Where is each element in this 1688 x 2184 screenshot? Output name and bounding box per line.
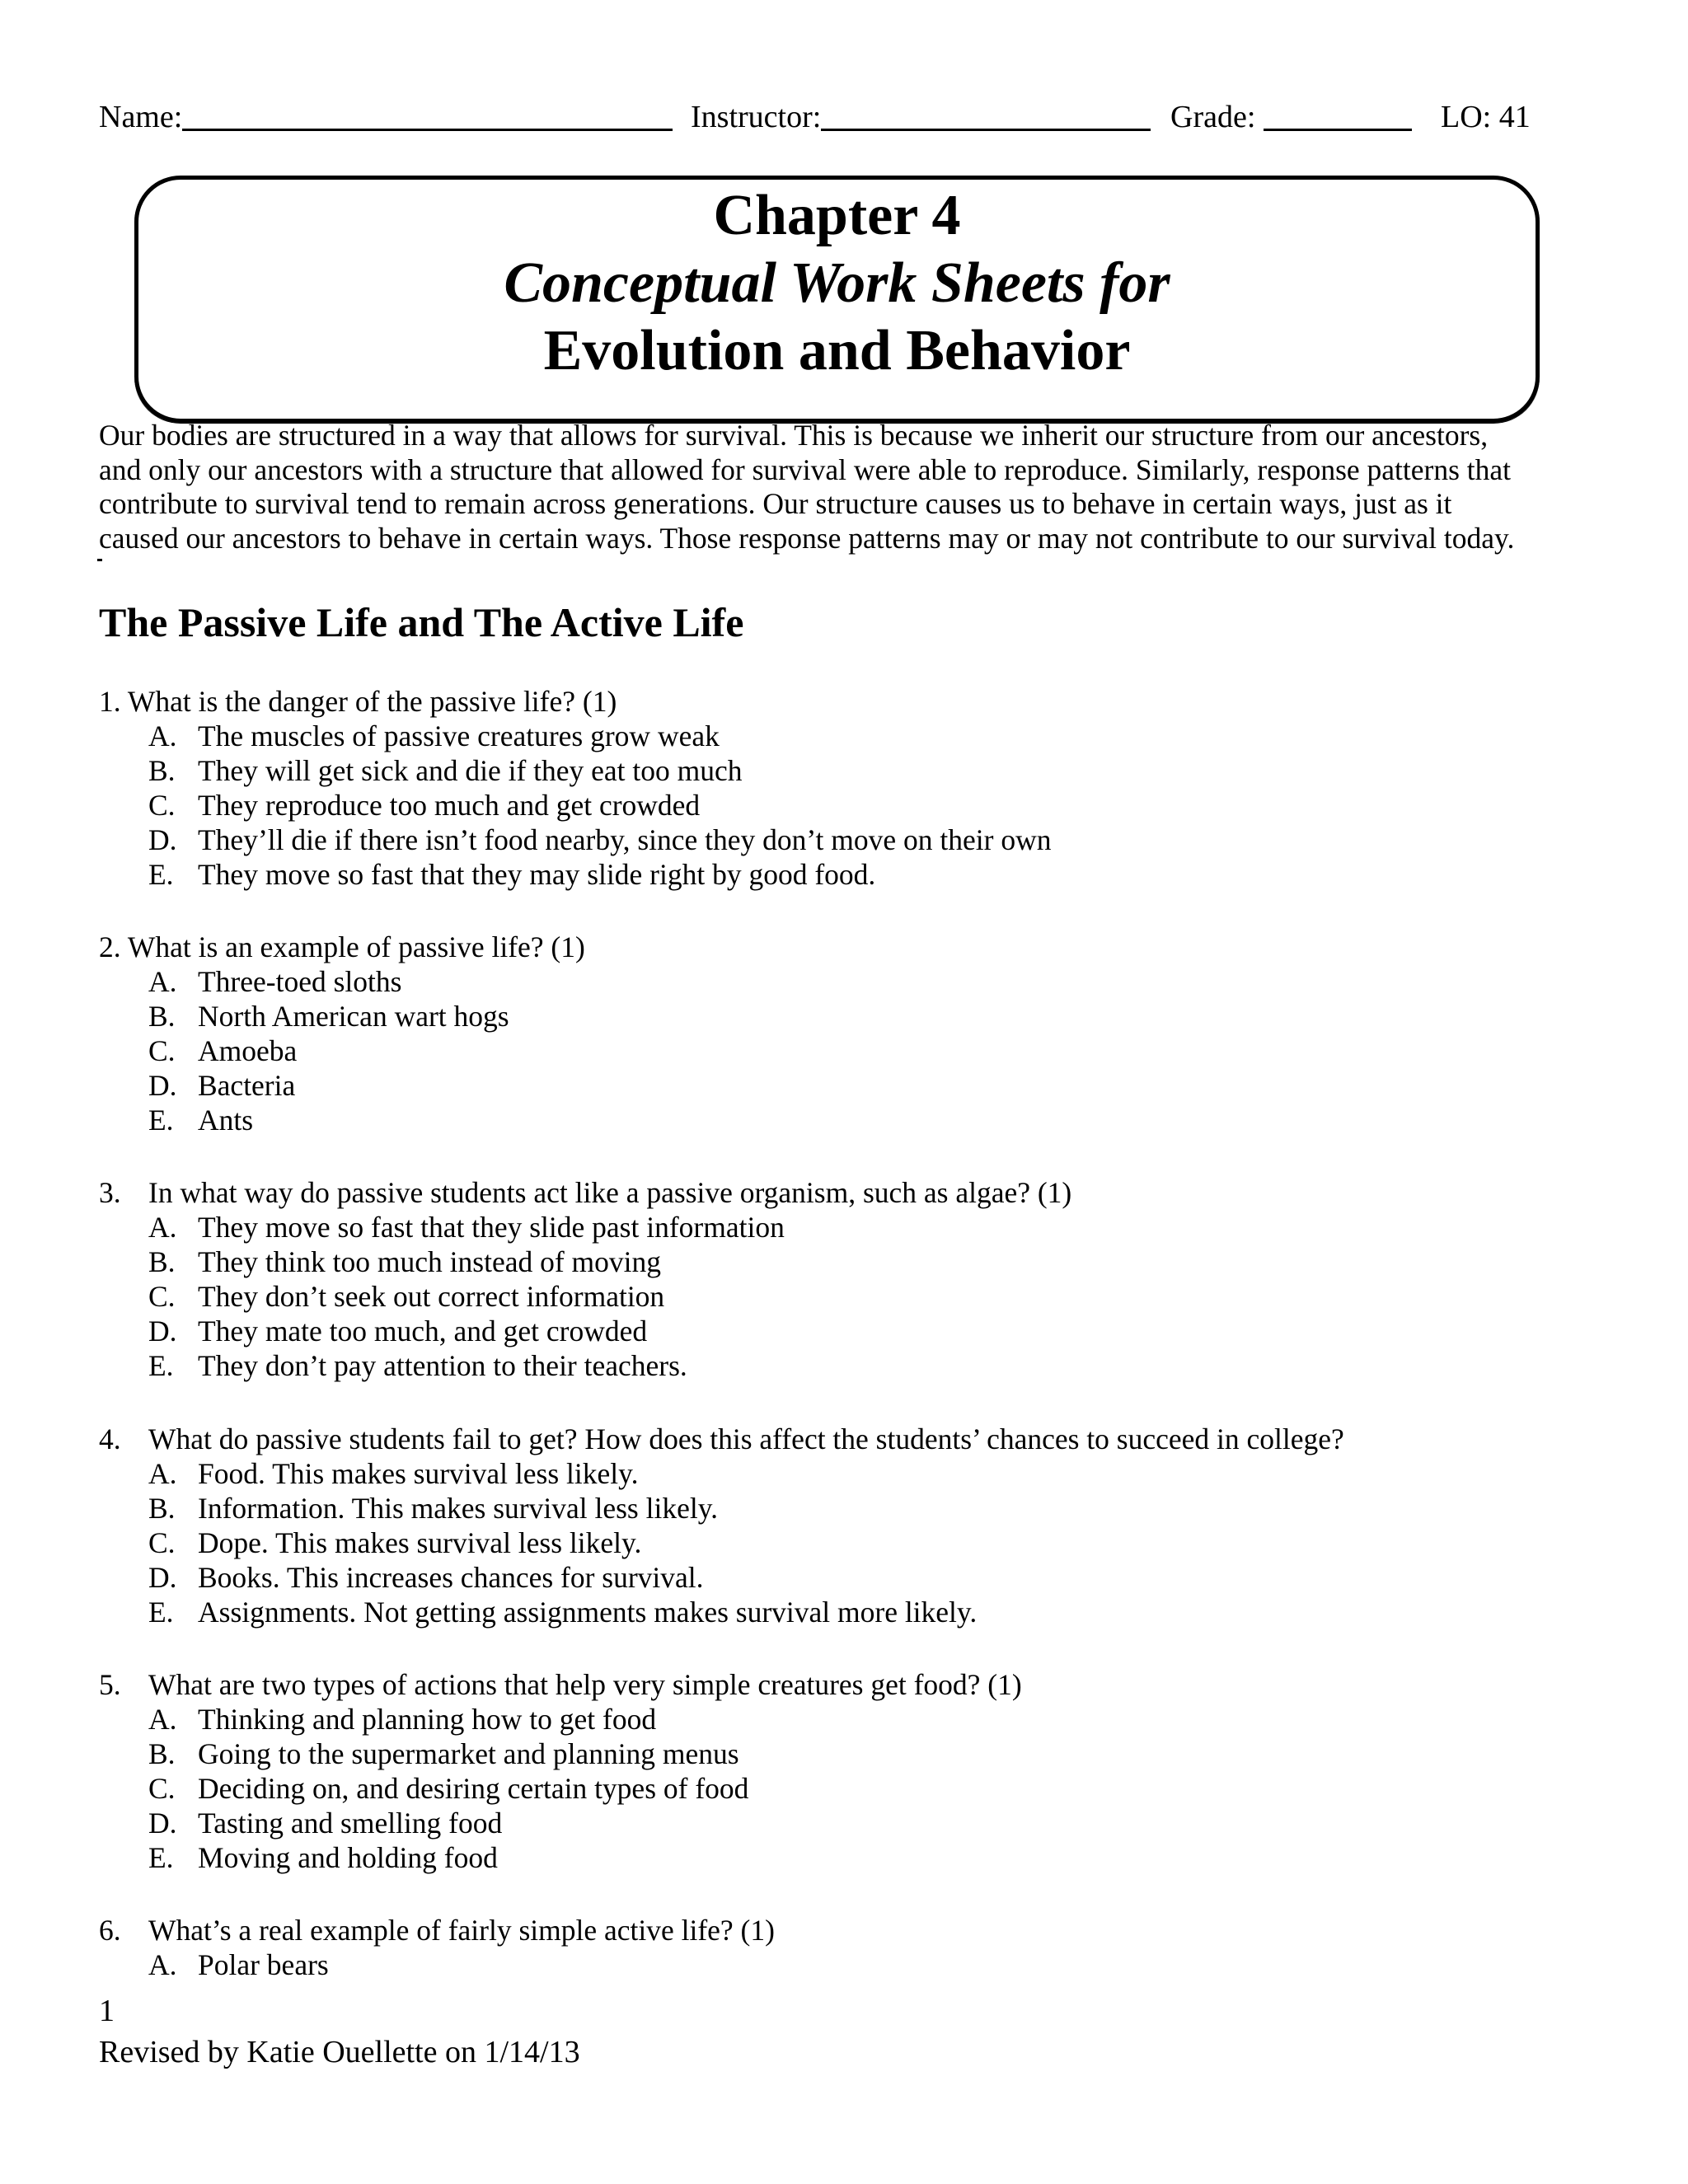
- question-number: 2.: [99, 930, 121, 963]
- option-letter: C.: [148, 1034, 176, 1067]
- option-letter: B.: [148, 1737, 176, 1770]
- option-text: Amoeba: [198, 1034, 298, 1067]
- question-text: [99, 1175, 1582, 1210]
- question-prompt: What’s a real example of fairly simple active life? (1): [148, 1914, 775, 1947]
- option-e[interactable]: [99, 1348, 1582, 1383]
- intro-paragraph: [99, 419, 1582, 555]
- question-prompt: What do passive students fail to get? How does this affect the students’ chances to succeed in college?: [148, 1422, 1344, 1455]
- intro-line: Our bodies are structured in a way that allows for survival. This is because we inherit our structure from our ancestors,: [99, 419, 1489, 452]
- option-letter: D.: [148, 1561, 177, 1594]
- question-6: [99, 1913, 1582, 1982]
- option-letter: C.: [148, 789, 176, 822]
- option-letter: A.: [148, 1948, 177, 1981]
- option-text: Books. This increases chances for survival.: [198, 1561, 704, 1594]
- instructor-field: [691, 92, 1151, 142]
- question-text: [99, 684, 1582, 719]
- option-text: Food. This makes survival less likely.: [198, 1457, 639, 1490]
- option-c[interactable]: [99, 1279, 1582, 1314]
- title-box: [134, 176, 1540, 423]
- grade-field: [1170, 92, 1412, 142]
- question-number: 5.: [99, 1668, 121, 1701]
- option-letter: A.: [148, 1211, 177, 1244]
- option-text: They’ll die if there isn’t food nearby, since they don’t move on their own: [198, 823, 1052, 856]
- option-letter: E.: [148, 1841, 174, 1874]
- option-text: Bacteria: [198, 1069, 296, 1102]
- option-text: Thinking and planning how to get food: [198, 1703, 657, 1736]
- option-letter: A.: [148, 1703, 177, 1736]
- option-a[interactable]: [99, 964, 1582, 999]
- option-text: The muscles of passive creatures grow weak: [198, 719, 720, 752]
- option-letter: B.: [148, 754, 176, 787]
- chapter-title: Chapter 4: [713, 184, 961, 247]
- section-heading: The Passive Life and The Active Life: [99, 599, 744, 645]
- option-text: Going to the supermarket and planning menus: [198, 1737, 739, 1770]
- option-letter: C.: [148, 1772, 176, 1805]
- option-letter: A.: [148, 1457, 177, 1490]
- option-letter: E.: [148, 1104, 174, 1137]
- option-letter: B.: [148, 1492, 176, 1525]
- option-letter: C.: [148, 1526, 176, 1559]
- option-letter: E.: [148, 858, 174, 891]
- question-5: [99, 1667, 1582, 1875]
- question-number: 6.: [99, 1914, 121, 1947]
- option-b[interactable]: [99, 1491, 1582, 1526]
- stray-mark: [97, 559, 102, 561]
- option-text: They don’t seek out correct information: [198, 1280, 665, 1313]
- question-prompt: What is the danger of the passive life? (1): [127, 685, 617, 718]
- option-text: They think too much instead of moving: [198, 1245, 662, 1278]
- option-text: North American wart hogs: [198, 1000, 509, 1033]
- option-a[interactable]: [99, 1947, 1582, 1982]
- question-1: [99, 684, 1582, 892]
- worksheet-subtitle: Conceptual Work Sheets for: [504, 251, 1170, 315]
- option-b[interactable]: [99, 753, 1582, 788]
- topic-title: Evolution and Behavior: [543, 319, 1131, 382]
- option-letter: E.: [148, 1349, 174, 1382]
- lo-label: LO: 41: [1441, 100, 1531, 134]
- option-text: Ants: [198, 1104, 254, 1137]
- option-a[interactable]: [99, 1702, 1582, 1736]
- option-text: They move so fast that they may slide right by good food.: [198, 858, 876, 891]
- intro-line: caused our ancestors to behave in certain ways. Those response patterns may or may not contribute to our survival today.: [99, 521, 1515, 555]
- instructor-blank[interactable]: [821, 92, 1151, 131]
- option-text: They will get sick and die if they eat too much: [198, 754, 743, 787]
- intro-line: contribute to survival tend to remain across generations. Our structure causes us to behave in certain ways, just as it: [99, 487, 1452, 520]
- question-text: [99, 930, 1582, 964]
- grade-blank[interactable]: [1264, 92, 1412, 131]
- option-c[interactable]: [99, 1033, 1582, 1068]
- page-number: 1: [99, 1994, 115, 2028]
- option-d[interactable]: [99, 823, 1582, 857]
- option-letter: D.: [148, 1069, 177, 1102]
- option-letter: E.: [148, 1596, 174, 1629]
- instructor-label: Instructor:: [691, 100, 822, 134]
- option-letter: A.: [148, 719, 177, 752]
- question-text: [99, 1422, 1582, 1456]
- option-text: Deciding on, and desiring certain types of food: [198, 1772, 749, 1805]
- option-letter: D.: [148, 1315, 177, 1347]
- option-letter: B.: [148, 1245, 176, 1278]
- student-info-header: [99, 92, 1550, 142]
- option-e[interactable]: [99, 857, 1582, 892]
- option-letter: B.: [148, 1000, 176, 1033]
- option-text: Tasting and smelling food: [198, 1807, 503, 1840]
- option-text: Three-toed sloths: [198, 965, 402, 998]
- question-text: [99, 1913, 1582, 1947]
- option-text: Moving and holding food: [198, 1841, 498, 1874]
- option-text: Assignments. Not getting assignments makes survival more likely.: [198, 1596, 978, 1629]
- option-text: They move so fast that they slide past information: [198, 1211, 785, 1244]
- question-prompt: In what way do passive students act like a passive organism, such as algae? (1): [148, 1176, 1072, 1209]
- question-prompt: What is an example of passive life? (1): [127, 930, 585, 963]
- intro-line: and only our ancestors with a structure that allowed for survival were able to reproduce. Similarly, response patterns that: [99, 452, 1511, 486]
- option-text: Polar bears: [198, 1948, 329, 1981]
- option-d[interactable]: [99, 1560, 1582, 1595]
- option-e[interactable]: [99, 1840, 1582, 1875]
- option-c[interactable]: [99, 788, 1582, 823]
- option-text: Dope. This makes survival less likely.: [198, 1526, 642, 1559]
- option-c[interactable]: [99, 1526, 1582, 1560]
- name-field: [99, 92, 673, 142]
- option-b[interactable]: [99, 1244, 1582, 1279]
- option-text: They reproduce too much and get crowded: [198, 789, 701, 822]
- option-letter: C.: [148, 1280, 176, 1313]
- option-a[interactable]: [99, 719, 1582, 753]
- option-d[interactable]: [99, 1314, 1582, 1348]
- question-number: 1.: [99, 685, 121, 718]
- name-label: Name:: [99, 100, 183, 134]
- name-blank[interactable]: [182, 92, 673, 131]
- option-e[interactable]: [99, 1103, 1582, 1137]
- option-b[interactable]: [99, 999, 1582, 1033]
- grade-label: Grade:: [1170, 100, 1256, 134]
- option-c[interactable]: [99, 1771, 1582, 1806]
- option-letter: A.: [148, 965, 177, 998]
- question-4: [99, 1422, 1582, 1629]
- option-text: They don’t pay attention to their teachers.: [198, 1349, 687, 1382]
- option-text: Information. This makes survival less likely.: [198, 1492, 719, 1525]
- option-text: They mate too much, and get crowded: [198, 1315, 648, 1347]
- option-d[interactable]: [99, 1806, 1582, 1840]
- option-a[interactable]: [99, 1456, 1582, 1491]
- option-e[interactable]: [99, 1595, 1582, 1629]
- option-b[interactable]: [99, 1736, 1582, 1771]
- question-prompt: What are two types of actions that help very simple creatures get food? (1): [148, 1668, 1022, 1701]
- option-letter: D.: [148, 1807, 177, 1840]
- revision-footer: Revised by Katie Ouellette on 1/14/13: [99, 2035, 580, 2069]
- question-2: [99, 930, 1582, 1137]
- option-d[interactable]: [99, 1068, 1582, 1103]
- question-number: 4.: [99, 1422, 121, 1455]
- question-number: 3.: [99, 1176, 121, 1209]
- question-text: [99, 1667, 1582, 1702]
- option-letter: D.: [148, 823, 177, 856]
- option-a[interactable]: [99, 1210, 1582, 1244]
- question-3: [99, 1175, 1582, 1383]
